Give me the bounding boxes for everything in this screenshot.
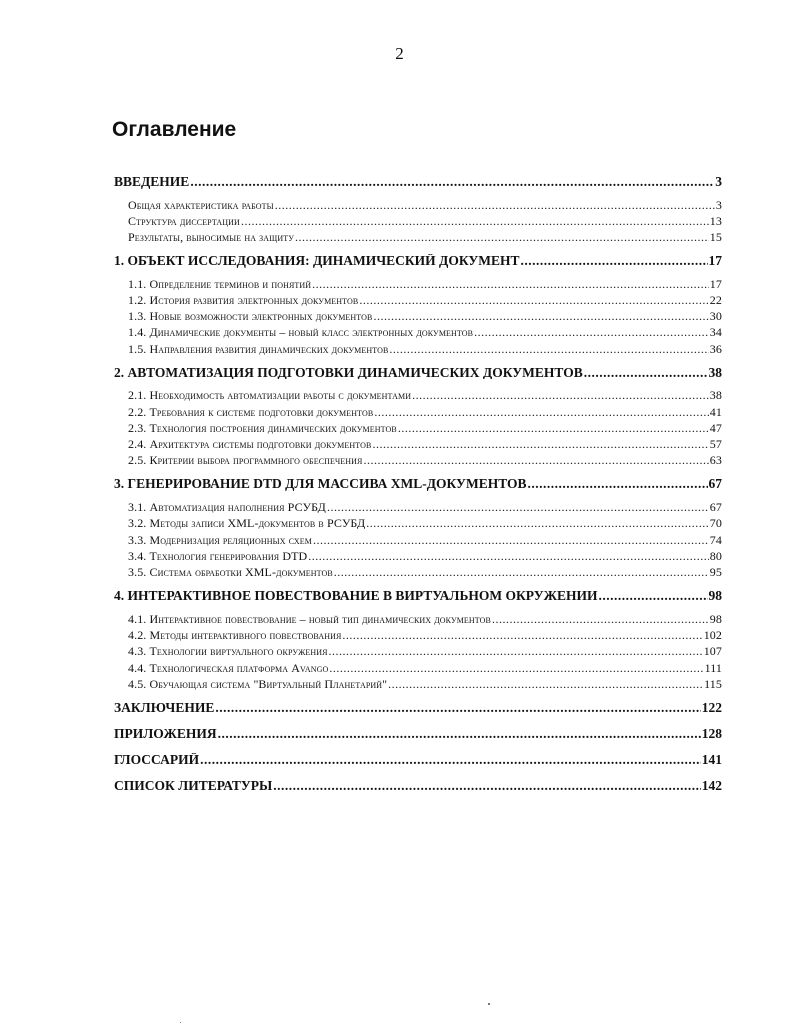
- toc-subentry-title: 4.5. Обучающая система "Виртуальный Планетарий": [128, 677, 388, 690]
- toc-entry-page: 128: [701, 726, 722, 741]
- toc-subentry-page: 30: [709, 310, 722, 323]
- dot-leader: [329, 662, 703, 674]
- toc-entry-page: 3: [715, 175, 722, 189]
- dot-leader: [334, 566, 709, 578]
- toc-subentry-page: 115: [704, 677, 722, 690]
- toc-entry-page: 38: [708, 365, 722, 380]
- toc-subentry-title: 4.3. Технологии виртуального окружения: [128, 645, 328, 658]
- toc-subentry-title: Результаты, выносимые на защиту: [128, 231, 294, 244]
- toc-subentry-page: 95: [709, 566, 722, 579]
- toc-subentry[interactable]: [112, 613, 722, 625]
- dot-leader: [584, 366, 708, 380]
- toc-subentry[interactable]: [112, 326, 722, 338]
- toc-subentry[interactable]: [112, 454, 722, 466]
- dot-leader: [215, 701, 700, 715]
- toc-entry-page: 98: [708, 589, 722, 603]
- toc-subentry-title: 1.5. Направления развития динамических документов: [128, 342, 389, 355]
- toc-subentry-title: 1.3. Новые возможности электронных документов: [128, 310, 373, 323]
- toc-entry-title: СПИСОК ЛИТЕРАТУРЫ: [114, 778, 273, 793]
- dot-leader: [190, 175, 714, 189]
- toc-subentry-page: 80: [709, 549, 722, 562]
- toc-entry-conclusion[interactable]: [112, 701, 722, 715]
- dot-leader: [295, 231, 709, 243]
- toc-entry-chapter-2[interactable]: [112, 366, 722, 380]
- toc-subentry[interactable]: [112, 422, 722, 434]
- toc-subentry[interactable]: [112, 199, 722, 211]
- toc-entry-title: ВВЕДЕНИЕ: [114, 175, 190, 189]
- dot-leader: [374, 406, 708, 418]
- toc-entry-title: 1. ОБЪЕКТ ИССЛЕДОВАНИЯ: ДИНАМИЧЕСКИЙ ДОКУМЕНТ: [114, 254, 520, 268]
- toc-subentry[interactable]: [112, 629, 722, 641]
- scan-speck: [180, 1022, 181, 1023]
- toc-subentry-title: 3.2. Методы записи XML-документов в РСУБД: [128, 517, 366, 530]
- toc-subentry-title: 3.1. Автоматизация наполнения РСУБД: [128, 500, 326, 513]
- dot-leader: [275, 199, 715, 211]
- toc-subentry-page: 74: [709, 533, 722, 546]
- scan-speck: [488, 1003, 490, 1005]
- dot-leader: [366, 517, 709, 529]
- dot-leader: [241, 215, 709, 227]
- dot-leader: [313, 534, 709, 546]
- table-of-contents: [112, 175, 722, 792]
- toc-subentry-title: 2.4. Архитектура системы подготовки документов: [128, 438, 372, 451]
- toc-subentry-title: 3.3. Модернизация реляционных схем: [128, 533, 313, 546]
- toc-subentry-title: 2.1. Необходимость автоматизации работы с документами: [128, 389, 412, 402]
- toc-subentry-page: 57: [709, 438, 722, 451]
- toc-entry-title: 2. АВТОМАТИЗАЦИЯ ПОДГОТОВКИ ДИНАМИЧЕСКИХ ДОКУМЕНТОВ: [114, 365, 583, 380]
- toc-entry-page: 141: [701, 752, 722, 767]
- toc-entry-title: ГЛОССАРИЙ: [114, 752, 200, 767]
- toc-entry-bibliography[interactable]: [112, 779, 722, 793]
- toc-entry-chapter-4[interactable]: [112, 589, 722, 603]
- toc-subentry-page: 67: [709, 500, 722, 513]
- dot-leader: [412, 389, 709, 401]
- dot-leader: [373, 310, 708, 322]
- toc-subentry[interactable]: [112, 310, 722, 322]
- dot-leader: [273, 779, 701, 793]
- dot-leader: [342, 629, 702, 641]
- toc-subentry-title: 1.2. История развития электронных документов: [128, 293, 359, 306]
- toc-subentry-title: 1.4. Динамические документы – новый класс электронных документов: [128, 326, 474, 339]
- dot-leader: [372, 438, 708, 450]
- toc-subentry-title: 1.1. Определение терминов и понятий: [128, 277, 312, 290]
- toc-subentry-title: 4.1. Интерактивное повествование – новый тип динамических документов: [128, 612, 491, 625]
- dot-leader: [359, 294, 708, 306]
- toc-subentry-page: 36: [709, 342, 722, 355]
- dot-leader: [312, 278, 709, 290]
- toc-subentry[interactable]: [112, 662, 722, 674]
- dot-leader: [218, 727, 701, 741]
- toc-subentry-title: 2.5. Критерии выбора программного обеспечения: [128, 454, 363, 467]
- dot-leader: [308, 550, 709, 562]
- toc-entry-title: 4. ИНТЕРАКТИВНОЕ ПОВЕСТВОВАНИЕ В ВИРТУАЛЬНОМ ОКРУЖЕНИИ: [114, 589, 598, 603]
- toc-subentry-title: 4.2. Методы интерактивного повествования: [128, 628, 342, 641]
- toc-subentry-page: 41: [709, 405, 722, 418]
- dot-leader: [528, 477, 708, 491]
- toc-subentry[interactable]: [112, 294, 722, 306]
- toc-subentry[interactable]: [112, 389, 722, 401]
- toc-entry-page: 122: [701, 700, 722, 715]
- page-number: 2: [395, 44, 404, 63]
- toc-subentry-title: 3.4. Технология генерирования DTD: [128, 549, 308, 562]
- dot-leader: [492, 613, 709, 625]
- toc-subentry[interactable]: [112, 406, 722, 418]
- toc-subentry[interactable]: [112, 534, 722, 546]
- toc-subentry[interactable]: [112, 517, 722, 529]
- dot-leader: [474, 326, 709, 338]
- toc-subentry-title: 3.5. Система обработки XML-документов: [128, 566, 333, 579]
- dot-leader: [389, 343, 708, 355]
- toc-entry-appendices[interactable]: [112, 727, 722, 741]
- dot-leader: [200, 753, 701, 767]
- toc-subentry-title: Общая характеристика работы: [128, 198, 274, 211]
- toc-subentry[interactable]: [112, 550, 722, 562]
- toc-subentry-page: 38: [709, 389, 722, 402]
- toc-subentry-title: 2.3. Технология построения динамических документов: [128, 421, 397, 434]
- toc-subentry-page: 22: [709, 293, 722, 306]
- toc-subentry-page: 111: [704, 661, 722, 674]
- toc-subentry[interactable]: [112, 278, 722, 290]
- dot-leader: [598, 589, 707, 603]
- toc-title: Оглавление: [112, 118, 237, 141]
- dot-leader: [521, 254, 708, 268]
- dot-leader: [327, 501, 709, 513]
- toc-subentry[interactable]: [112, 501, 722, 513]
- toc-entry-chapter-3[interactable]: [112, 477, 722, 491]
- toc-entry-page: 17: [708, 254, 722, 268]
- dot-leader: [398, 422, 709, 434]
- toc-subentry-page: 47: [709, 421, 722, 434]
- toc-subentry-title: 4.4. Технологическая платформа Avango: [128, 661, 329, 674]
- toc-subentry-page: 3: [715, 198, 722, 211]
- toc-entry-title: 3. ГЕНЕРИРОВАНИЕ DTD ДЛЯ МАССИВА XML-ДОКУМЕНТОВ: [114, 477, 527, 491]
- toc-subentry-page: 107: [703, 645, 722, 658]
- toc-subentry-page: 15: [709, 231, 722, 244]
- toc-entry-title: ПРИЛОЖЕНИЯ: [114, 726, 217, 741]
- toc-subentry[interactable]: [112, 343, 722, 355]
- toc-entry-page: 142: [701, 778, 722, 793]
- dot-leader: [388, 678, 703, 690]
- dot-leader: [364, 454, 709, 466]
- toc-subentry-page: 13: [709, 214, 722, 227]
- toc-subentry-title: Структура диссертации: [128, 214, 240, 227]
- toc-subentry-page: 98: [709, 612, 722, 625]
- toc-subentry[interactable]: [112, 566, 722, 578]
- toc-subentry-page: 34: [709, 326, 722, 339]
- toc-entry-glossary[interactable]: [112, 753, 722, 767]
- dot-leader: [329, 645, 703, 657]
- toc-subentry[interactable]: [112, 438, 722, 450]
- toc-subentry[interactable]: [112, 645, 722, 657]
- toc-subentry[interactable]: [112, 678, 722, 690]
- toc-subentry-page: 17: [709, 277, 722, 290]
- toc-entry-title: ЗАКЛЮЧЕНИЕ: [114, 700, 215, 715]
- toc-subentry-page: 63: [709, 454, 722, 467]
- toc-subentry-page: 70: [709, 517, 722, 530]
- toc-entry-chapter-1[interactable]: [112, 254, 722, 268]
- toc-entry-introduction[interactable]: [112, 175, 722, 189]
- toc-subentry-title: 2.2. Требования к системе подготовки документов: [128, 405, 374, 418]
- toc-subentry[interactable]: [112, 231, 722, 243]
- toc-subentry[interactable]: [112, 215, 722, 227]
- toc-entry-page: 67: [708, 477, 722, 491]
- toc-subentry-page: 102: [703, 628, 722, 641]
